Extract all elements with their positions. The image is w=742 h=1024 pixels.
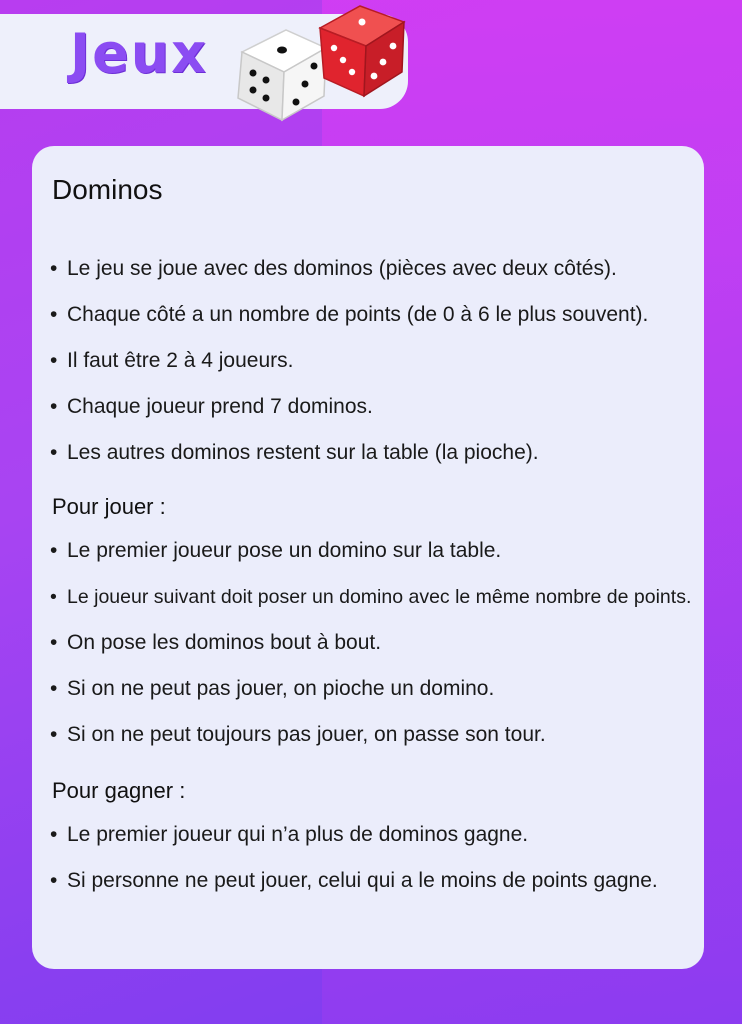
list-item: • Le premier joueur qui n’a plus de dominos gagne. <box>50 812 658 858</box>
list-item: • Il faut être 2 à 4 joueurs. <box>50 338 648 384</box>
list-item: • Chaque joueur prend 7 dominos. <box>50 384 648 430</box>
list-item: • Le joueur suivant doit poser un domino avec le même nombre de points. <box>50 574 691 620</box>
list-item: • Chaque côté a un nombre de points (de 0 à 6 le plus souvent). <box>50 292 648 338</box>
list-item: • Si on ne peut pas jouer, on pioche un domino. <box>50 666 691 712</box>
white-die-icon <box>238 30 326 120</box>
section-heading-win: Pour gagner : <box>52 778 186 803</box>
list-item: • Les autres dominos restent sur la table (la pioche). <box>50 430 648 476</box>
intro-list <box>50 246 648 476</box>
page-title: Jeux <box>70 22 208 85</box>
card-title: Dominos <box>52 174 163 205</box>
list-item: • Si on ne peut toujours pas jouer, on passe son tour. <box>50 712 691 758</box>
play-list <box>50 528 691 758</box>
dice-illustration <box>228 0 418 132</box>
list-item: • Si personne ne peut jouer, celui qui a le moins de points gagne. <box>50 858 658 904</box>
content-card <box>32 146 704 969</box>
red-die-icon <box>320 6 404 96</box>
win-list <box>50 812 658 904</box>
list-item: • Le premier joueur pose un domino sur la table. <box>50 528 691 574</box>
list-item: • On pose les dominos bout à bout. <box>50 620 691 666</box>
list-item: • Le jeu se joue avec des dominos (pièces avec deux côtés). <box>50 246 648 292</box>
section-heading-play: Pour jouer : <box>52 494 166 519</box>
